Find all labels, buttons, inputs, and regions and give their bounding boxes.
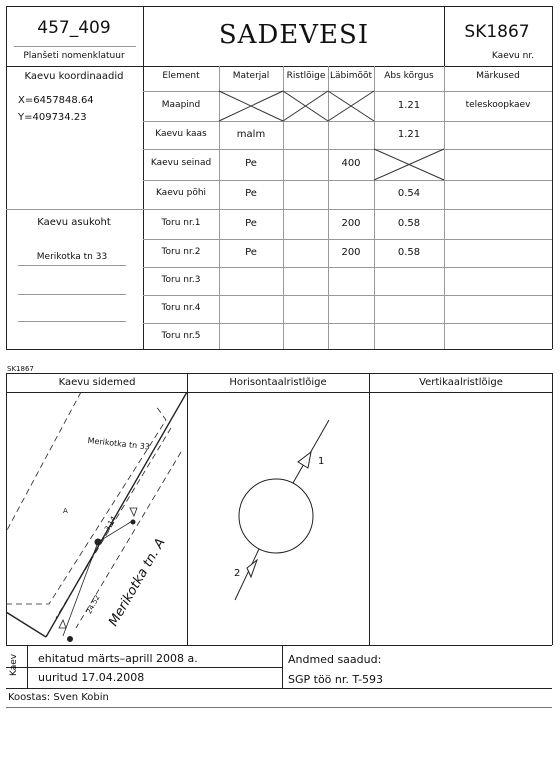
pipe-1-arrow <box>298 452 311 468</box>
tie-dimension-2: 24.52 <box>85 593 102 616</box>
well-side-label: Kaev <box>9 653 19 676</box>
built-date: ehitatud märts–aprill 2008 a. <box>38 652 198 665</box>
well-point <box>95 539 101 545</box>
table-cell-element: Toru nr.3 <box>161 275 201 285</box>
well-circle <box>239 479 313 553</box>
street-label-upper: Merikotka tn 33 <box>87 436 151 452</box>
table-cell-element: Kaevu seinad <box>150 158 212 168</box>
table-cell-material: Pe <box>245 218 257 229</box>
street-label-lower: Merikotka tn. A <box>106 535 169 629</box>
well-id: SK1867 <box>464 22 530 42</box>
pipe-1-label: 1 <box>318 456 325 467</box>
data-source-value: SGP töö nr. T-593 <box>288 673 384 686</box>
coordinate-y: Y=409734.23 <box>18 112 87 123</box>
table-header-element: Element <box>162 71 200 81</box>
table-header-diameter: Läbimõõt <box>329 71 373 81</box>
survey-mark <box>130 508 137 516</box>
table-header-material: Materjal <box>232 71 270 81</box>
pipe-2-label: 2 <box>234 568 241 579</box>
tie-line <box>63 542 98 636</box>
pipe-2-arrow <box>247 560 257 577</box>
document-title: SADEVESI <box>218 20 370 50</box>
table-cell-element: Toru nr.2 <box>161 247 201 257</box>
table-header-cross-section: Ristlõige <box>286 71 326 81</box>
tie-dimension-1: 3.14 <box>103 514 118 533</box>
reference-point <box>68 637 73 642</box>
table-cell-abs-height: 1.21 <box>397 100 421 111</box>
table-cell-element: Toru nr.1 <box>161 218 201 228</box>
table-cell-material: Pe <box>245 247 257 258</box>
well-id-label: Kaevu nr. <box>491 51 535 61</box>
horizontal-section-drawing <box>187 392 369 645</box>
survey-mark <box>59 620 66 628</box>
table-cell-abs-height: 0.58 <box>397 218 421 229</box>
table-cell-abs-height: 0.54 <box>397 188 421 199</box>
table-cell-element: Toru nr.5 <box>161 331 201 341</box>
table-cell-element: Maapind <box>161 100 201 110</box>
horizontal-section-title: Horisontaalristlõige <box>229 377 327 388</box>
street-corner <box>6 612 46 637</box>
table-cell-element: Kaevu kaas <box>155 129 207 139</box>
table-cell-abs-height: 1.21 <box>397 129 421 140</box>
coordinates-label: Kaevu koordinaadid <box>24 71 124 82</box>
table-cell-diameter: 200 <box>341 218 361 229</box>
reference-point <box>131 520 135 524</box>
nomenclature-label: Planšeti nomenklatuur <box>23 51 125 61</box>
table-cell-element: Kaevu põhi <box>155 188 207 198</box>
ties-title: Kaevu sidemed <box>58 377 136 388</box>
coordinate-x: X=6457848.64 <box>18 95 94 106</box>
table-cell-diameter: 400 <box>341 158 361 169</box>
table-cell-diameter: 200 <box>341 247 361 258</box>
survey-date: uuritud 17.04.2008 <box>38 671 145 684</box>
table-header-abs-height: Abs kõrgus <box>384 71 434 81</box>
not-applicable-crosses <box>0 0 560 360</box>
tie-line <box>98 520 134 542</box>
author: Koostas: Sven Kobin <box>8 692 109 703</box>
location-address: Merikotka tn 33 <box>36 252 108 262</box>
parcel-boundary <box>6 392 81 532</box>
data-source-label: Andmed saadud: <box>288 653 382 666</box>
table-cell-material: malm <box>236 129 266 140</box>
location-label: Kaevu asukoht <box>37 217 111 228</box>
sketch-reference: SK1867 <box>7 365 34 373</box>
table-cell-element: Toru nr.4 <box>161 303 201 313</box>
table-header-remarks: Märkused <box>476 71 520 81</box>
nomenclature-value: 457_409 <box>37 18 111 38</box>
table-cell-material: Pe <box>245 188 257 199</box>
table-cell-material: Pe <box>245 158 257 169</box>
table-cell-abs-height: 0.58 <box>397 247 421 258</box>
parcel-label: A <box>63 507 68 515</box>
vertical-section-title: Vertikaalristlõige <box>419 377 503 388</box>
table-cell-remarks: teleskoopkaev <box>465 100 531 110</box>
